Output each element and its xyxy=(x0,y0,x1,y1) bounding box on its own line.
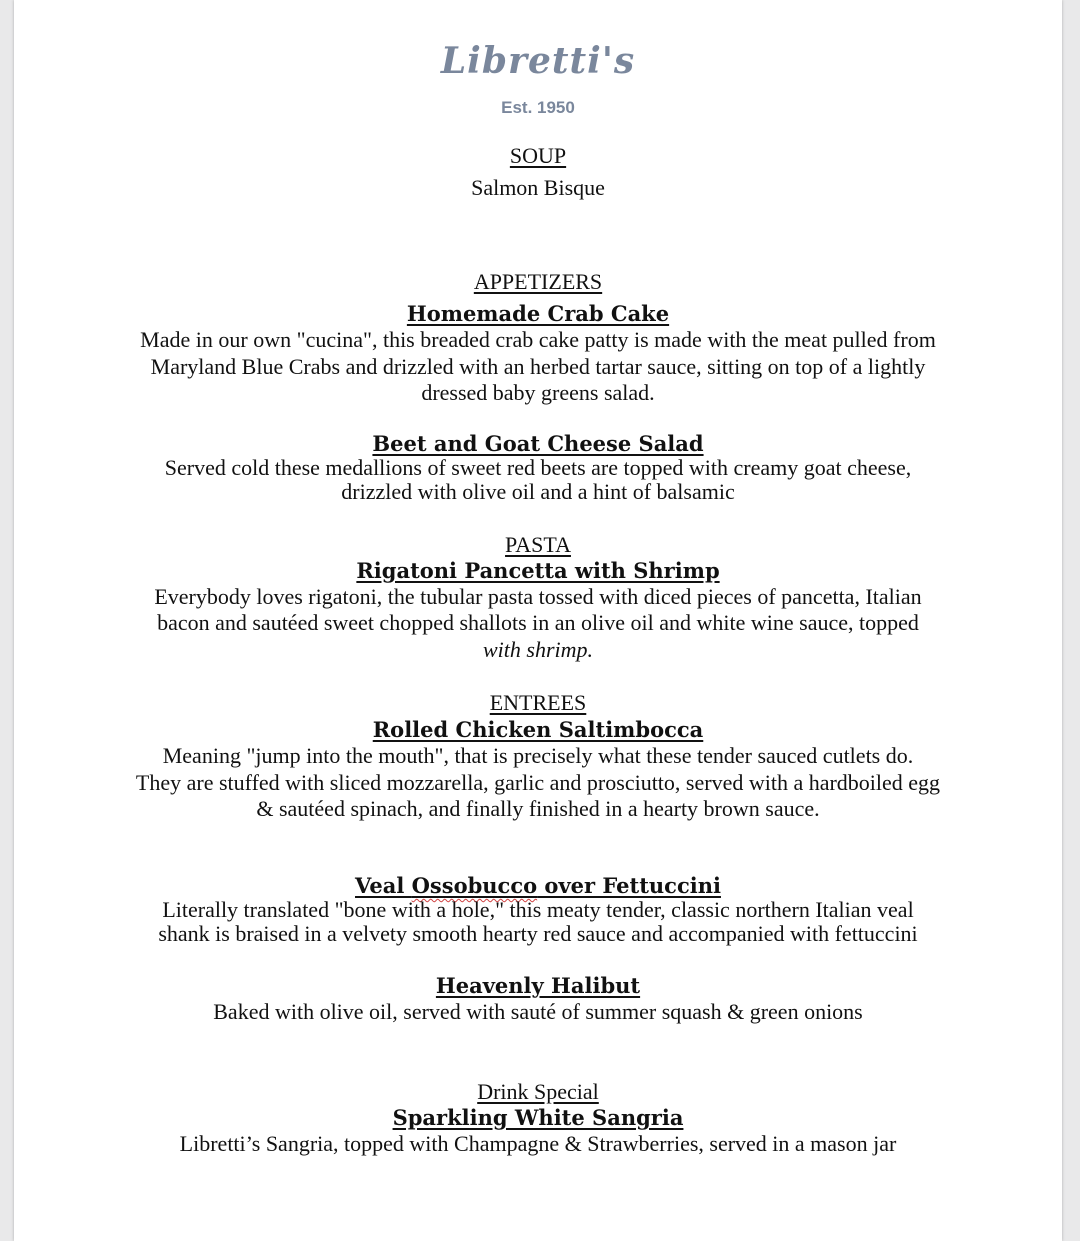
menu-page xyxy=(14,0,1062,1241)
dish-desc-line: dressed baby greens salad. xyxy=(421,380,655,405)
established-year: Est. 1950 xyxy=(501,98,575,117)
dish-desc-line: Meaning "jump into the mouth", that is precisely what these tender sauced cutlets do. xyxy=(162,743,914,768)
restaurant-logo: Libretti's xyxy=(440,40,636,82)
dish-desc-line: bacon and sautéed sweet chopped shallots in an olive oil and white wine sauce, topped xyxy=(157,610,919,635)
dish-name-crab-cake: Homemade Crab Cake xyxy=(406,301,670,326)
dish-name-saltimbocca: Rolled Chicken Saltimbocca xyxy=(372,717,704,742)
dish-desc-line: with shrimp. xyxy=(482,637,594,662)
dish-name-part: Veal xyxy=(355,873,412,898)
section-heading-drink: Drink Special xyxy=(477,1079,599,1104)
dish-desc-line: They are stuffed with sliced mozzarella, garlic and prosciutto, served with a hardboiled egg xyxy=(135,770,941,795)
section-heading-appetizers: APPETIZERS xyxy=(473,269,603,294)
dish-name-sangria: Sparkling White Sangria xyxy=(392,1105,684,1130)
dish-desc-line: Literally translated "bone with a hole," this meaty tender, classic northern Italian veal xyxy=(162,897,914,922)
dish-desc-line: Everybody loves rigatoni, the tubular pasta tossed with diced pieces of pancetta, Italian xyxy=(154,584,922,609)
dish-desc-line: & sautéed spinach, and finally finished in a hearty brown sauce. xyxy=(256,796,820,821)
dish-desc-line: drizzled with olive oil and a hint of balsamic xyxy=(341,479,735,504)
section-heading-entrees: ENTREES xyxy=(489,690,587,715)
section-heading-soup: SOUP xyxy=(509,143,567,168)
dish-name-beet-salad: Beet and Goat Cheese Salad xyxy=(372,431,704,456)
soup-item: Salmon Bisque xyxy=(471,175,605,200)
dish-name-rigatoni: Rigatoni Pancetta with Shrimp xyxy=(356,558,720,583)
dish-name-part: over Fettuccini xyxy=(537,873,721,898)
dish-desc-line: Libretti’s Sangria, topped with Champagne & Strawberries, served in a mason jar xyxy=(179,1131,897,1156)
dish-desc-line: Maryland Blue Crabs and drizzled with an herbed tartar sauce, sitting on top of a lightly xyxy=(150,354,926,379)
dish-name-ossobucco xyxy=(14,873,1062,899)
dish-desc-line: Served cold these medallions of sweet red beets are topped with creamy goat cheese, xyxy=(164,455,912,480)
section-heading-pasta: PASTA xyxy=(505,532,571,557)
dish-desc-line: Made in our own "cucina", this breaded crab cake patty is made with the meat pulled from xyxy=(140,327,936,352)
dish-desc-line: shank is braised in a velvety smooth hearty red sauce and accompanied with fettuccini xyxy=(158,921,918,946)
dish-name-halibut: Heavenly Halibut xyxy=(435,973,641,998)
spellcheck-word: Ossobucco xyxy=(411,873,538,898)
dish-desc-line: Baked with olive oil, served with sauté of summer squash & green onions xyxy=(213,999,863,1024)
